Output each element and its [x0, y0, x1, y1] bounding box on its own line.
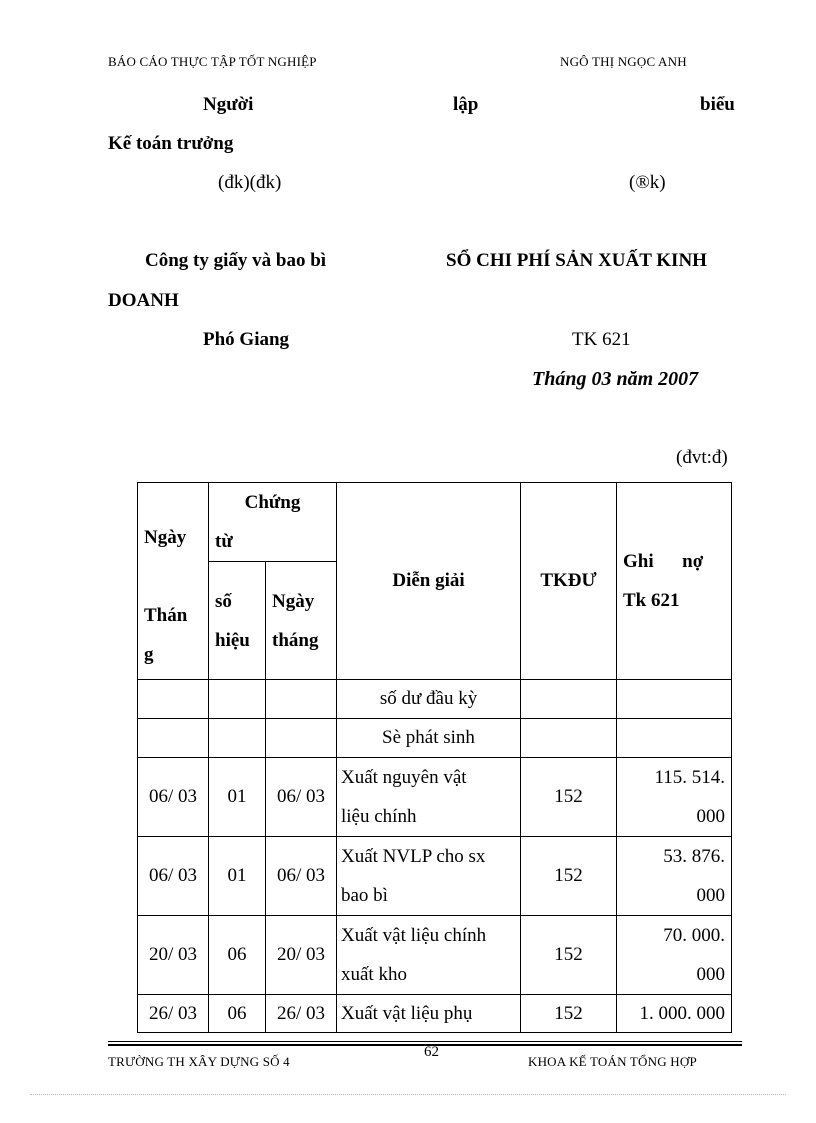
ledger-title-continued: DOANH	[108, 290, 179, 311]
company-location: Phó Giang	[203, 329, 290, 350]
voucher-date-cell: 06/ 03	[266, 837, 337, 916]
date-header	[138, 483, 209, 680]
description-header: Diễn giải	[337, 483, 521, 680]
amount-cell	[617, 837, 732, 916]
header-left: BÁO CÁO THỰC TẬP TỐT NGHIỆP	[108, 54, 317, 69]
date-cell	[138, 680, 209, 719]
ledger-title: SỔ CHI PHÍ SẢN XUẤT KINH	[446, 250, 707, 271]
amount-line-2: 000	[696, 885, 725, 906]
voucher-header-line-2: từ	[215, 531, 233, 552]
voucher-date-cell	[266, 680, 337, 719]
date-header-line-2: Thán	[144, 605, 188, 626]
amount-cell	[617, 916, 732, 995]
date-header-line-1: Ngày	[144, 527, 187, 548]
debit-header-line-2: Tk 621	[623, 590, 680, 611]
date-cell	[138, 719, 209, 758]
description-cell: Sè phát sinh	[337, 719, 521, 758]
description-line-1: Xuất nguyên vật	[341, 767, 467, 788]
amount-cell: 1. 000. 000	[617, 995, 732, 1033]
date-header-line-3: g	[144, 644, 154, 665]
account-cell: 152	[521, 837, 617, 916]
description-cell: số dư đầu kỳ	[337, 680, 521, 719]
debit-header-line-1: Ghi nợ	[623, 551, 704, 572]
footer-right: KHOA KẾ TOÁN TỔNG HỢP	[528, 1054, 697, 1069]
voucher-number-cell: 01	[209, 758, 266, 837]
ledger-table	[137, 482, 732, 1033]
amount-line-1: 115. 514.	[654, 767, 725, 788]
account-code: TK 621	[572, 329, 631, 350]
chief-accountant-label: Kế toán trưởng	[108, 133, 234, 154]
signature-note-right: (®k)	[629, 172, 666, 193]
account-cell	[521, 680, 617, 719]
voucher-date-header	[266, 562, 337, 680]
footer-rule-thin	[108, 1041, 742, 1042]
header-right: NGÔ THỊ NGỌC ANH	[560, 54, 687, 69]
voucher-date-cell: 06/ 03	[266, 758, 337, 837]
voucher-header	[209, 483, 337, 562]
voucher-number-cell: 06	[209, 916, 266, 995]
amount-cell	[617, 719, 732, 758]
amount-line-2: 000	[696, 806, 725, 827]
footer-left: TRƯỜNG TH XÂY DỰNG SỐ 4	[108, 1054, 290, 1069]
description-line-1: Xuất NVLP cho sx	[341, 846, 486, 867]
amount-line-1: 53. 876.	[663, 846, 725, 867]
voucher-number-cell	[209, 680, 266, 719]
signature-note-left: (đk)(đk)	[218, 172, 282, 193]
voucher-number-header-line-2: hiệu	[215, 629, 250, 651]
voucher-date-cell: 20/ 03	[266, 916, 337, 995]
voucher-number-cell	[209, 719, 266, 758]
voucher-date-header-line-1: Ngày	[272, 590, 315, 612]
signature-word-3: biểu	[700, 94, 735, 115]
company-name: Công ty giấy và bao bì	[145, 250, 327, 271]
description-cell	[337, 758, 521, 837]
amount-line-2: 000	[696, 964, 725, 985]
account-cell: 152	[521, 995, 617, 1033]
period-label: Tháng 03 năm 2007	[532, 368, 699, 390]
signature-word-2: lập	[453, 94, 479, 115]
date-cell: 26/ 03	[138, 995, 209, 1033]
description-line-2: bao bì	[341, 885, 388, 906]
account-cell	[521, 719, 617, 758]
date-cell: 20/ 03	[138, 916, 209, 995]
page-number: 62	[424, 1044, 439, 1060]
voucher-date-cell	[266, 719, 337, 758]
amount-cell	[617, 680, 732, 719]
account-cell: 152	[521, 758, 617, 837]
signature-word-1: Người	[203, 94, 254, 115]
date-cell: 06/ 03	[138, 837, 209, 916]
table-row	[138, 995, 732, 1033]
page-edge-dots	[30, 1094, 786, 1095]
voucher-number-cell: 01	[209, 837, 266, 916]
table-row	[138, 837, 732, 916]
voucher-date-cell: 26/ 03	[266, 995, 337, 1033]
voucher-number-header	[209, 562, 266, 680]
voucher-number-header-line-1: số	[215, 590, 232, 612]
date-cell: 06/ 03	[138, 758, 209, 837]
amount-cell	[617, 758, 732, 837]
unit-label: (đvt:đ)	[676, 447, 728, 468]
voucher-header-line-1: Chứng	[244, 492, 301, 513]
description-cell	[337, 837, 521, 916]
table-row	[138, 916, 732, 995]
description-cell: Xuất vật liệu phụ	[337, 995, 521, 1033]
description-cell	[337, 916, 521, 995]
table-row	[138, 719, 732, 758]
voucher-number-cell: 06	[209, 995, 266, 1033]
description-line-2: liệu chính	[341, 806, 417, 827]
voucher-date-header-line-2: tháng	[272, 629, 319, 651]
description-line-2: xuất kho	[341, 964, 407, 985]
amount-line-1: 70. 000.	[663, 925, 725, 946]
table-row	[138, 758, 732, 837]
account-header: TKĐƯ	[521, 483, 617, 680]
description-line-1: Xuất vật liệu chính	[341, 925, 487, 946]
table-row	[138, 680, 732, 719]
debit-header	[617, 483, 732, 680]
account-cell: 152	[521, 916, 617, 995]
